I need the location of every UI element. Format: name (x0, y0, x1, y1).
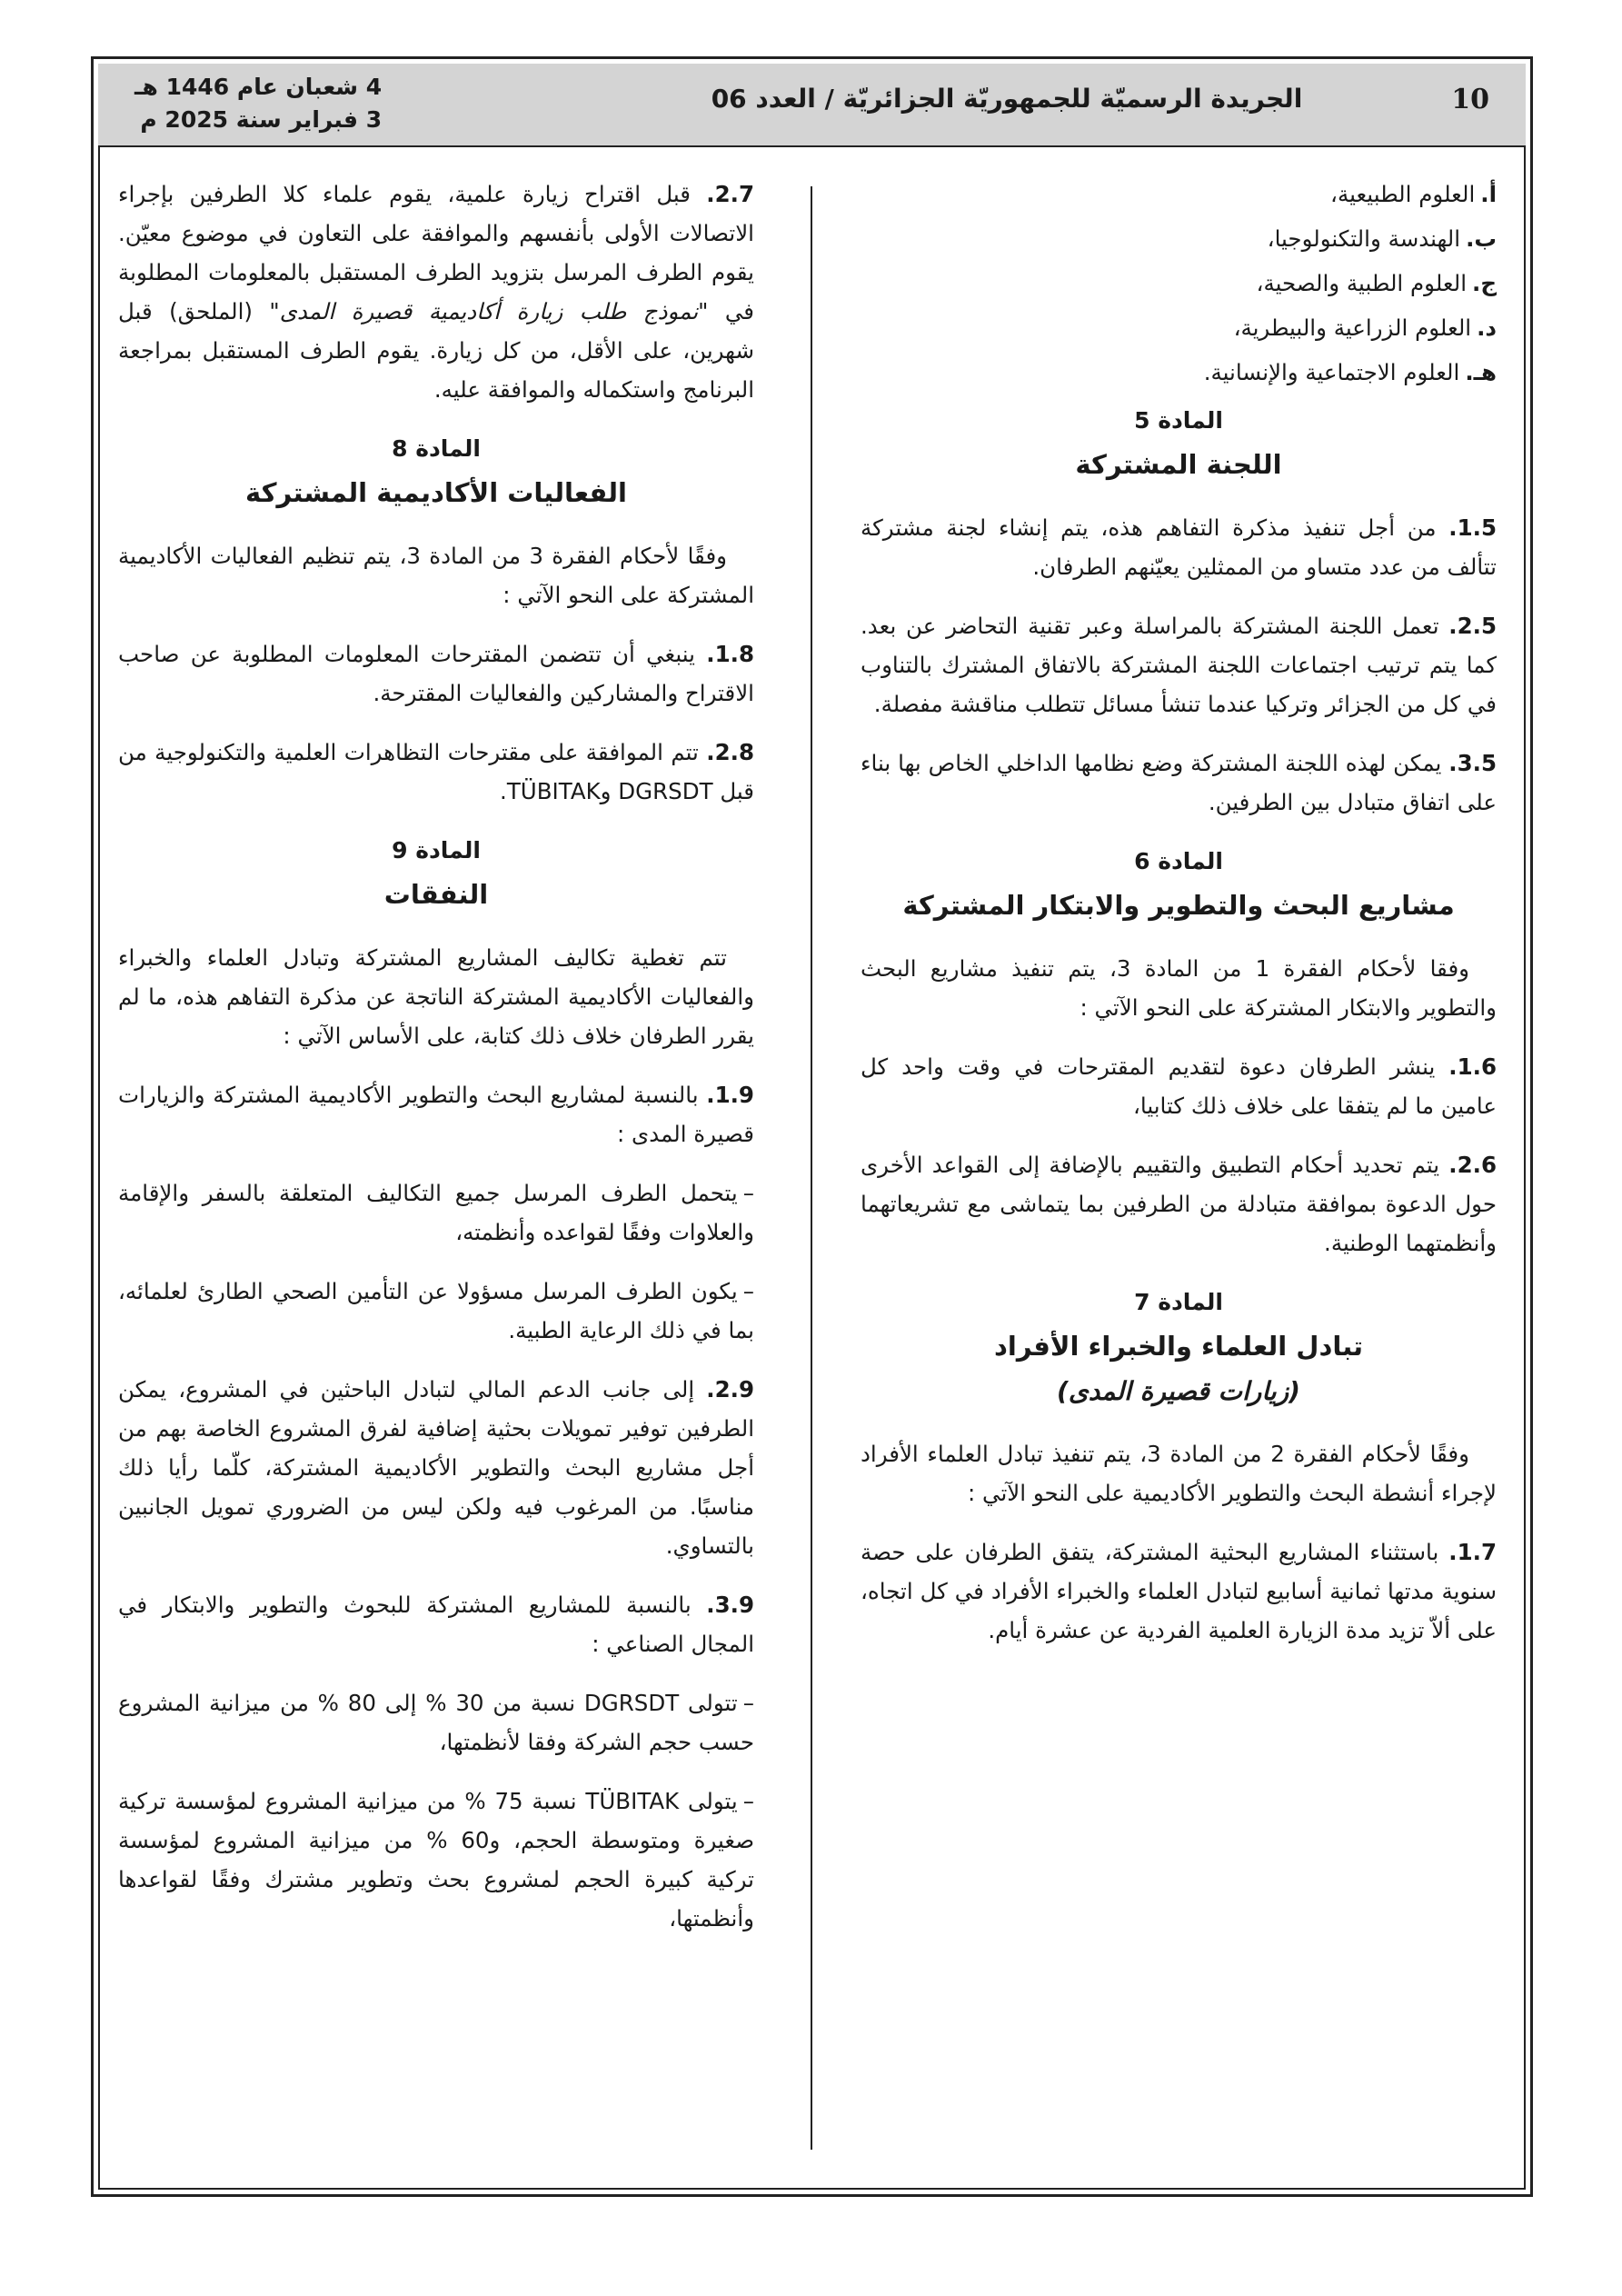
list-item-label: أ. (1480, 181, 1497, 207)
paragraph-9-2 (118, 1370, 754, 1565)
paragraph-text: قبل اقتراح زيارة علمية، يقوم علماء كلا الطرفين بإجراء الاتصالات الأولى بأنفسهم والموافقة على التعاون في موضوع معيّن. يقوم الطرف المرسل بتزويد الطرف المستقبل بالمعلومات المطلوبة في (118, 181, 754, 324)
paragraph-text: باستثناء المشاريع البحثية المشتركة، يتفق الطرفان على حصة سنوية مدتها ثمانية أسابيع لتبادل العلماء والخبراء الأفراد في كل اتجاه، على ألاّ تزيد مدة الزيارة العلمية الفردية عن عشرة أيام. (861, 1539, 1497, 1643)
paragraph-number: 2.9. (706, 1376, 754, 1403)
list-item (861, 264, 1497, 303)
paragraph-text: إلى جانب الدعم المالي لتبادل الباحثين في المشروع، يمكن الطرفين توفير تمويلات بحثية إضافية لفرق المشروع الخاصة بهم من أجل مشاريع البحث والتطوير الأكاديمية المشتركة، كلّما رأيا ذلك مناسبًا. من المرغوب فيه ولكن ليس من الضروري تمويل الجانبين بالتساوي. (118, 1376, 754, 1559)
paragraph-number: 2.8. (706, 739, 755, 765)
dash-item (118, 1272, 754, 1350)
paragraph-text: يتم تحديد أحكام التطبيق والتقييم بالإضافة إلى القواعد الأخرى حول الدعوة بموافقة متبادلة من الطرفين بما يتماشى مع تشريعاتهما وأنظمتهما الوطنية. (861, 1152, 1497, 1256)
paragraph-number: 1.7. (1448, 1539, 1497, 1565)
paragraph-number: 1.8. (706, 641, 754, 667)
dash-item (118, 1683, 754, 1762)
paragraph-text: ينشر الطرفان دعوة لتقديم المقترحات في وقت واحد كل عامين ما لم يتفقا على خلاف ذلك كتابيا، (861, 1053, 1497, 1119)
paragraph-text: تتم الموافقة على مقترحات التظاهرات العلمية والتكنولوجية من قبل DGRSDT وTÜBITAK. (118, 739, 754, 804)
paragraph-8-2 (118, 733, 754, 811)
paragraph-number: 2.5. (1448, 613, 1497, 639)
paragraph-number: 3.5. (1448, 750, 1497, 776)
paragraph-6-2 (861, 1145, 1497, 1263)
article-7-title: تبادل العلماء والخبراء الأفراد (994, 1331, 1363, 1362)
article-6-heading: المادة 6 (1134, 848, 1223, 874)
list-item (861, 308, 1497, 347)
paragraph-number: 3.9. (706, 1592, 754, 1618)
dash-item (118, 1782, 754, 1938)
form-name: "نموذج طلب زيارة أكاديمية قصيرة المدى" (269, 298, 709, 324)
paragraph-number: 1.5. (1448, 514, 1497, 541)
column-divider (811, 186, 812, 2150)
article-8-heading: المادة 8 (392, 435, 481, 462)
list-item (861, 175, 1497, 214)
article-8-intro: وفقًا لأحكام الفقرة 3 من المادة 3، يتم تنظيم الفعاليات الأكاديمية المشتركة على النحو الآتي : (118, 543, 754, 608)
gazette-title: الجريدة الرسميّة للجمهوريّة الجزائريّة / العدد 06 (711, 84, 1303, 114)
paragraph-9-1 (118, 1075, 754, 1153)
article-7-intro: وفقًا لأحكام الفقرة 2 من المادة 3، يتم تنفيذ تبادل العلماء الأفراد لإجراء أنشطة البحث والتطوير الأكاديمية على النحو الآتي : (861, 1441, 1497, 1506)
paragraph-text: (الملحق) قبل شهرين، على الأقل، من كل زيارة. يقوم الطرف المستقبل بمراجعة البرنامج واستكماله والموافقة عليه. (118, 298, 754, 403)
list-item-text: العلوم الاجتماعية والإنسانية. (1203, 359, 1460, 385)
paragraph-text: تعمل اللجنة المشتركة بالمراسلة وعبر تقنية التحاضر عن بعد. كما يتم ترتيب اجتماعات اللجنة المشتركة بالاتفاق المشترك بالتناوب في كل من الجزائر وتركيا عندما تنشأ مسائل تتطلب مناقشة مفصلة. (861, 613, 1497, 717)
list-item-label: ج. (1472, 270, 1497, 296)
header-date (134, 71, 382, 136)
article-9-title: النفقات (383, 879, 489, 910)
left-column (118, 175, 754, 1958)
paragraph-text: بالنسبة لمشاريع البحث والتطوير الأكاديمية المشتركة والزيارات قصيرة المدى : (118, 1082, 754, 1147)
date-hijri: 4 شعبان عام 1446 هـ (134, 74, 383, 100)
article-5-title: اللجنة المشتركة (1075, 449, 1282, 480)
date-gregorian: 3 فبراير سنة 2025 م (140, 106, 383, 133)
paragraph-text: يمكن لهذه اللجنة المشتركة وضع نظامها الداخلي الخاص بها بناء على اتفاق متبادل بين الطرفين. (861, 750, 1497, 815)
list-item (861, 353, 1497, 392)
paragraph-text: ينبغي أن تتضمن المقترحات المعلومات المطلوبة عن صاحب الاقتراح والمشاركين والفعاليات المقترحة. (118, 641, 754, 706)
paragraph-9-3 (118, 1585, 754, 1663)
article-6-title: مشاريع البحث والتطوير والابتكار المشتركة (902, 890, 1455, 921)
paragraph-number: 2.6. (1448, 1152, 1497, 1178)
article-6-intro: وفقا لأحكام الفقرة 1 من المادة 3، يتم تنفيذ مشاريع البحث والتطوير والابتكار المشتركة على النحو الآتي : (861, 955, 1497, 1021)
list-item-text: الهندسة والتكنولوجيا، (1267, 225, 1461, 252)
article-7-subtitle: (زيارات قصيرة المدى) (1057, 1376, 1300, 1406)
list-item-label: ب. (1466, 225, 1497, 252)
paragraph-text: بالنسبة للمشاريع المشتركة للبحوث والتطوير والابتكار في المجال الصناعي : (118, 1592, 754, 1657)
article-7-heading: المادة 7 (1134, 1289, 1223, 1315)
article-8-title: الفعاليات الأكاديمية المشتركة (245, 477, 627, 508)
science-fields-list (861, 175, 1497, 392)
dash-item-text: تتولى DGRSDT نسبة من 30 % إلى 80 % من ميزانية المشروع حسب حجم الشركة وفقا لأنظمتها، (118, 1690, 754, 1755)
paragraph-8-1 (118, 634, 754, 713)
paragraph-5-3 (861, 744, 1497, 822)
dash-item-text: يكون الطرف المرسل مسؤولا عن التأمين الصحي الطارئ لعلمائه، بما في ذلك الرعاية الطبية. (118, 1278, 754, 1343)
paragraph-7-1 (861, 1532, 1497, 1650)
list-item-text: العلوم الطبيعية، (1330, 181, 1476, 207)
list-item-text: العلوم الطبية والصحية، (1256, 270, 1468, 296)
paragraph-5-2 (861, 606, 1497, 724)
dash-item-text: يتحمل الطرف المرسل جميع التكاليف المتعلقة بالسفر والإقامة والعلاوات وفقًا لقواعده وأنظمته، (118, 1180, 754, 1245)
article-5-heading: المادة 5 (1134, 407, 1223, 434)
page-header (98, 64, 1526, 147)
paragraph-6-1 (861, 1047, 1497, 1125)
paragraph-number: 2.7. (706, 181, 754, 207)
dash-mark: – (742, 1690, 754, 1716)
paragraph-5-1 (861, 508, 1497, 586)
list-item-label: د. (1477, 314, 1497, 341)
dash-mark: – (742, 1180, 754, 1206)
dash-mark: – (742, 1278, 754, 1304)
list-item-label: هـ. (1465, 359, 1497, 385)
right-column (861, 175, 1497, 1670)
dash-mark: – (742, 1788, 754, 1814)
dash-item (118, 1173, 754, 1252)
dash-item-text: يتولى TÜBITAK نسبة 75 % من ميزانية المشروع لمؤسسة تركية صغيرة ومتوسطة الحجم، و60 % من ميزانية المشروع لمؤسسة تركية كبيرة الحجم لمشروع بحث وتطوير مشترك وفقًا لقواعدها وأنظمتها، (118, 1788, 755, 1932)
list-item-text: العلوم الزراعية والبيطرية، (1233, 314, 1472, 341)
paragraph-7-2 (118, 175, 754, 409)
list-item (861, 219, 1497, 258)
article-9-intro: تتم تغطية تكاليف المشاريع المشتركة وتبادل العلماء والخبراء والفعاليات الأكاديمية المشتركة الناتجة عن مذكرة التفاهم هذه، ما لم يقرر الطرفان خلاف ذلك كتابة، على الأساس الآتي : (118, 944, 754, 1049)
article-9-heading: المادة 9 (392, 837, 481, 863)
page-number: 10 (1451, 84, 1489, 115)
paragraph-number: 1.9. (706, 1082, 754, 1108)
paragraph-text: من أجل تنفيذ مذكرة التفاهم هذه، يتم إنشاء لجنة مشتركة تتألف من عدد متساو من الممثلين يعيّنهم الطرفان. (861, 514, 1497, 580)
paragraph-number: 1.6. (1448, 1053, 1497, 1080)
